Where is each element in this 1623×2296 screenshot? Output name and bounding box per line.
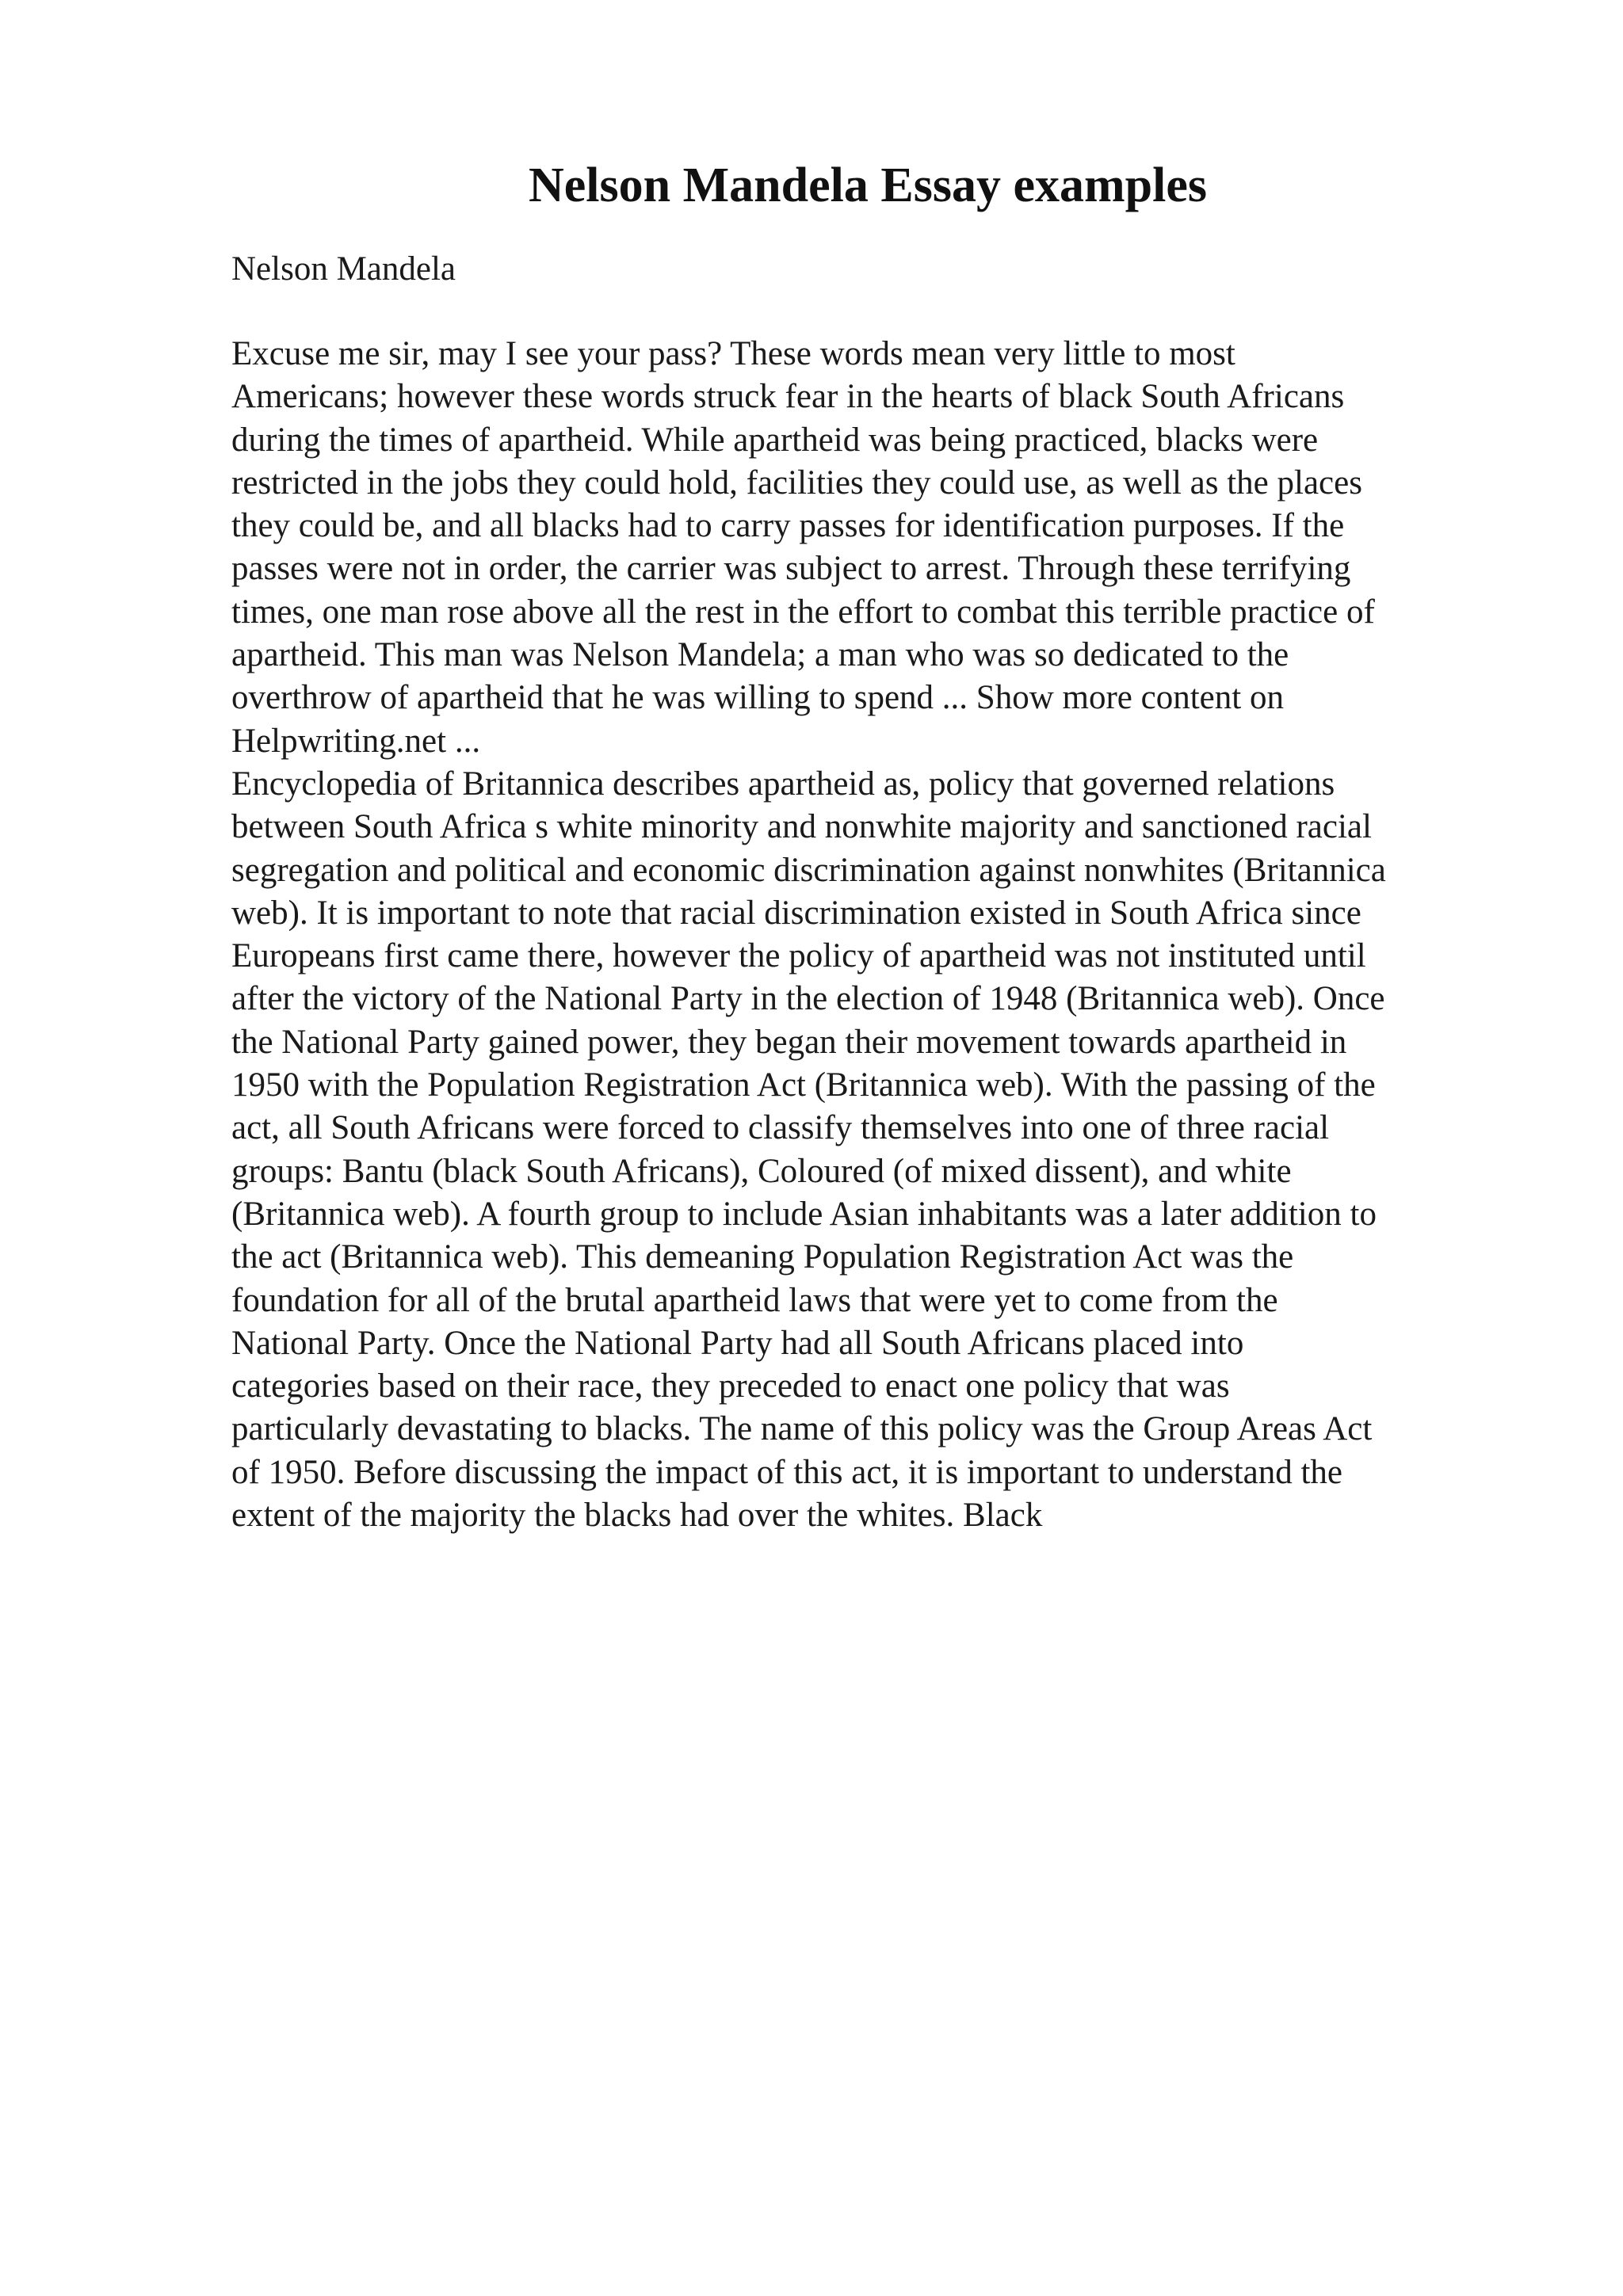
essay-line: times, one man rose above all the rest in the effort to combat this terrible practice of <box>231 593 1375 631</box>
essay-line: the National Party gained power, they began their movement towards apartheid in <box>231 1023 1347 1061</box>
essay-line: Encyclopedia of Britannica describes apartheid as, policy that governed relations <box>231 765 1335 803</box>
essay-line: of 1950. Before discussing the impact of this act, it is important to understand the <box>231 1453 1343 1491</box>
essay-line: between South Africa s white minority and nonwhite majority and sanctioned racial <box>231 808 1372 846</box>
essay-line: Americans; however these words struck fear in the hearts of black South Africans <box>231 378 1345 416</box>
essay-line: extent of the majority the blacks had over the whites. Black <box>231 1497 1043 1535</box>
essay-line: foundation for all of the brutal apartheid laws that were yet to come from the <box>231 1281 1278 1319</box>
essay-line: after the victory of the National Party in the election of 1948 (Britannica web). Once <box>231 980 1385 1018</box>
essay-line: restricted in the jobs they could hold, facilities they could use, as well as the places <box>231 463 1362 502</box>
essay-line: passes were not in order, the carrier was subject to arrest. Through these terrifying <box>231 550 1351 588</box>
essay-line: groups: Bantu (black South Africans), Coloured (of mixed dissent), and white <box>231 1152 1292 1190</box>
essay-line: they could be, and all blacks had to carry passes for identification purposes. If the <box>231 507 1345 545</box>
document-title: Nelson Mandela Essay examples <box>529 158 1207 212</box>
essay-line: the act (Britannica web). This demeaning Population Registration Act was the <box>231 1238 1294 1276</box>
essay-line: overthrow of apartheid that he was willing to spend ... Show more content on <box>231 679 1284 717</box>
essay-line: apartheid. This man was Nelson Mandela; a man who was so dedicated to the <box>231 636 1289 674</box>
essay-line: during the times of apartheid. While apartheid was being practiced, blacks were <box>231 421 1319 459</box>
essay-line: act, all South Africans were forced to classify themselves into one of three racial <box>231 1109 1330 1147</box>
essay-line: categories based on their race, they preceded to enact one policy that was <box>231 1367 1230 1405</box>
essay-line: Europeans first came there, however the policy of apartheid was not instituted until <box>231 937 1366 975</box>
essay-body <box>231 333 1499 1537</box>
document-subtitle: Nelson Mandela <box>231 250 456 288</box>
essay-line: web). It is important to note that racial discrimination existed in South Africa since <box>231 894 1361 932</box>
essay-line: Excuse me sir, may I see your pass? These words mean very little to most <box>231 335 1235 372</box>
essay-line: 1950 with the Population Registration Act (Britannica web). With the passing of the <box>231 1066 1376 1104</box>
essay-line: Helpwriting.net ... <box>231 722 481 760</box>
essay-line: particularly devastating to blacks. The name of this policy was the Group Areas Act <box>231 1410 1373 1448</box>
essay-line: National Party. Once the National Party had all South Africans placed into <box>231 1324 1244 1362</box>
essay-line: (Britannica web). A fourth group to include Asian inhabitants was a later addition to <box>231 1195 1377 1233</box>
essay-line: segregation and political and economic discrimination against nonwhites (Britannica <box>231 851 1386 889</box>
